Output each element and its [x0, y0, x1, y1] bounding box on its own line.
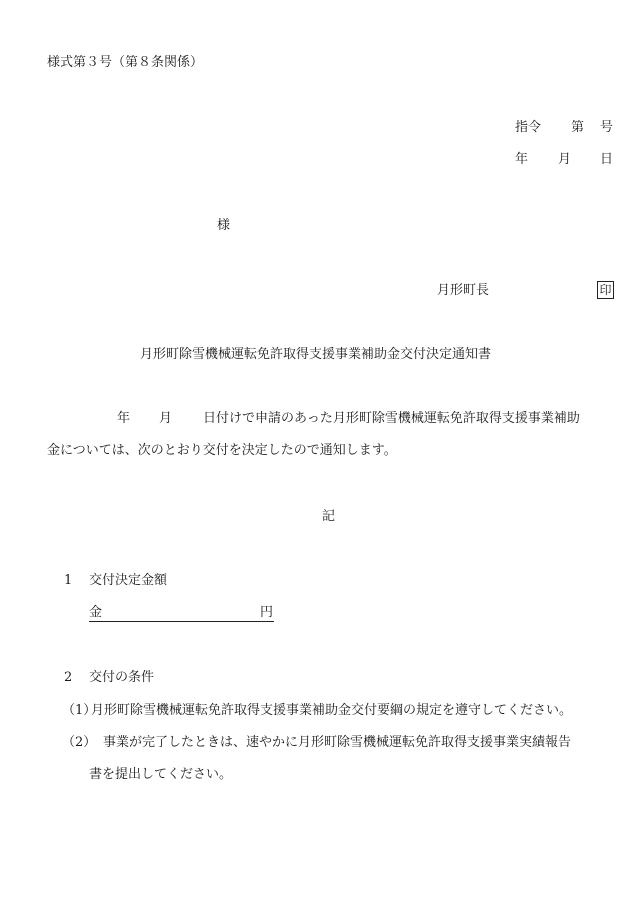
- amount-suffix: 円: [260, 605, 274, 620]
- ref-prefix: 指令: [515, 120, 542, 135]
- addressee-suffix: 様: [217, 218, 231, 233]
- form-label: 様式第３号（第８条関係）: [47, 55, 204, 70]
- body-month: 月: [159, 411, 173, 426]
- ref-dai: 第: [571, 120, 585, 135]
- section1-heading: 交付決定金額: [89, 573, 168, 588]
- date-month: 月: [558, 152, 572, 167]
- ref-gou: 号: [600, 120, 614, 135]
- section2-heading: 交付の条件: [89, 670, 155, 685]
- condition1-text: 月形町除雪機械運転免許取得支援事業補助金交付要綱の規定を遵守してください。: [91, 703, 573, 718]
- section1-number: 1: [64, 573, 73, 588]
- body-year: 年: [117, 411, 131, 426]
- seal-mark: 印: [597, 281, 614, 299]
- date-day: 日: [600, 152, 614, 167]
- amount-underline: [89, 621, 274, 622]
- condition2-line2: 書を提出してください。: [89, 767, 233, 782]
- section2-number: 2: [64, 670, 73, 685]
- condition2-label: （2）: [62, 735, 97, 750]
- document-title: 月形町除雪機械運転免許取得支援事業補助金交付決定通知書: [140, 347, 492, 362]
- amount-prefix: 金: [89, 605, 103, 620]
- body-line2: 金については、次のとおり交付を決定したので通知します。: [47, 443, 397, 458]
- ki-mark: 記: [322, 509, 336, 524]
- condition1-label: （1）: [62, 703, 97, 718]
- condition2-line1: 事業が完了したときは、速やかに月形町除雪機械運転免許取得支援事業実績報告: [103, 735, 572, 750]
- issuer-title: 月形町長: [437, 283, 490, 298]
- date-year: 年: [515, 152, 529, 167]
- body-line1: 日付けで申請のあった月形町除雪機械運転免許取得支援事業補助: [203, 411, 580, 426]
